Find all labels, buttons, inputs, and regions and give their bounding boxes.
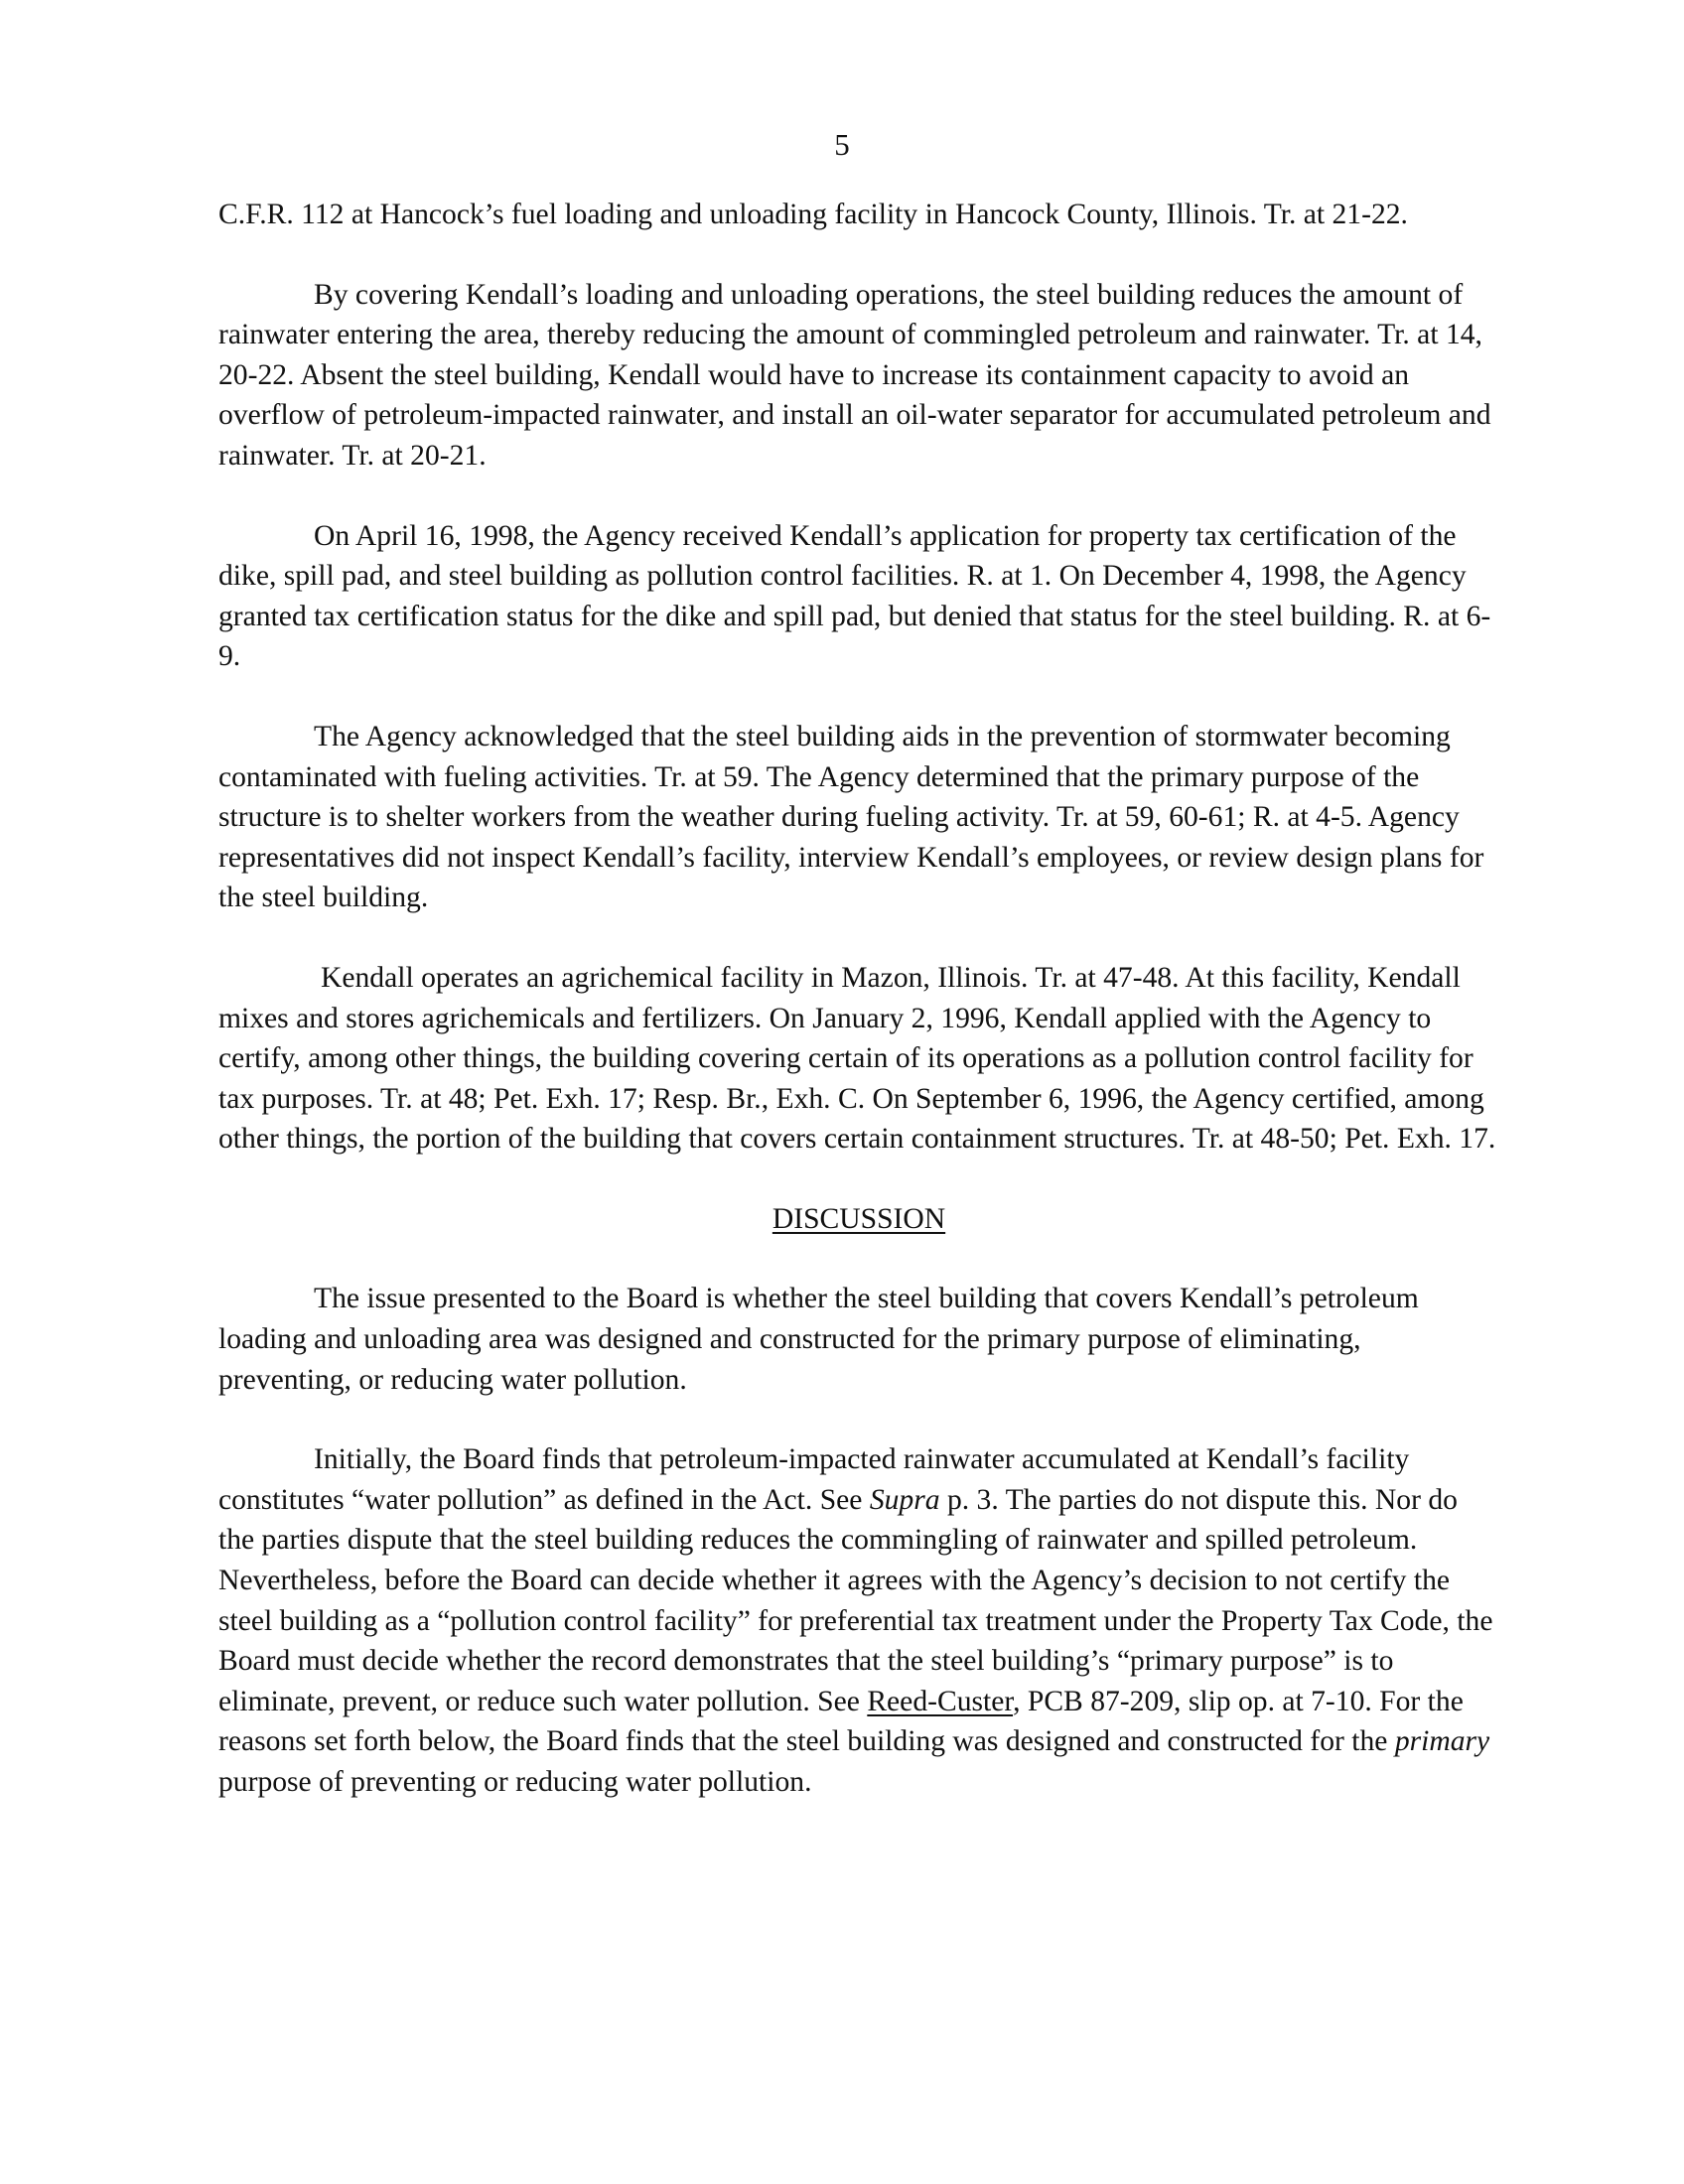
paragraph-application-history: On April 16, 1998, the Agency received Kendall’s application for property tax certification of the dike, spill pad, and steel building as pollution control facilities. R. at 1. On December 4, 1998, the Agency granted tax certification status for the dike and spill pad, but denied that status for the steel building. R. at 6-9.: [218, 519, 1491, 673]
supra-citation: Supra: [869, 1483, 940, 1516]
paragraph-issue-presented: The issue presented to the Board is whether the steel building that covers Kendall’s petroleum loading and unloading area was designed and constructed for the primary purpose of eliminating, preventing, or reducing water pollution.: [218, 1283, 1419, 1396]
paragraph-agency-determination: The Agency acknowledged that the steel building aids in the prevention of stormwater becoming contaminated with fueling activities. Tr. at 59. The Agency determined that the primary purpose of the structure is to shelter workers from the weather during fueling activity. Tr. at 59, 60-61; R. at 4-5. Agency representatives did not inspect Kendall’s facility, interview Kendall’s employees, or review design plans for the steel building.: [218, 720, 1484, 914]
case-citation-reed-custer: Reed-Custer: [867, 1685, 1014, 1717]
paragraph-steel-building-rainwater: By covering Kendall’s loading and unloading operations, the steel building reduces the amount of rainwater entering the area, thereby reducing the amount of commingled petroleum and rainwater. Tr. at 14, 20-22. Absent the steel building, Kendall would have to increase its containment capacity to avoid an overflow of petroleum-impacted rainwater, and install an oil-water separator for accumulated petroleum and rainwater. Tr. at 20-21.: [218, 278, 1491, 472]
document-body: [218, 195, 1499, 1843]
page-number: 5: [834, 127, 850, 162]
paragraph-continuation: C.F.R. 112 at Hancock’s fuel loading and unloading facility in Hancock County, Illinois. Tr. at 21-22.: [218, 199, 1408, 230]
paragraph-board-finding: [218, 1439, 1499, 1802]
finding-text-part-2: p. 3. The parties do not dispute this. Nor do the parties dispute that the steel building reduces the commingling of rainwater and spilled petroleum. Nevertheless, before the Board can decide whether it agrees with the Agency’s decision to not certify the steel building as a “pollution control facility” for preferential tax treatment under the Property Tax Code, the Board must decide whether the record demonstrates that the steel building’s “primary purpose” is to eliminate, prevent, or reduce such water pollution. See: [218, 1483, 1493, 1717]
section-heading-discussion: DISCUSSION: [772, 1202, 946, 1235]
section-heading-wrapper: [218, 1199, 1499, 1240]
finding-text-part-3: , PCB 87-209, slip op. at 7-10. For the reasons set forth below, the Board finds that the steel building was designed and constructed for the: [218, 1685, 1464, 1758]
paragraph-mazon-facility: Kendall operates an agrichemical facility in Mazon, Illinois. Tr. at 47-48. At this facility, Kendall mixes and stores agrichemicals and fertilizers. On January 2, 1996, Kendall applied with the Agency to certify, among other things, the building covering certain of its operations as a pollution control facility for tax purposes. Tr. at 48; Pet. Exh. 17; Resp. Br., Exh. C. On September 6, 1996, the Agency certified, among other things, the portion of the building that covers certain containment structures. Tr. at 48-50; Pet. Exh. 17.: [218, 961, 1496, 1156]
primary-emphasis: primary: [1394, 1725, 1490, 1758]
finding-text-part-1: Initially, the Board finds that petroleum-impacted rainwater accumulated at Kendall’s facility constitutes “water pollution” as defined in the Act. See: [218, 1443, 1410, 1516]
finding-text-part-4: purpose of preventing or reducing water pollution.: [218, 1766, 812, 1798]
